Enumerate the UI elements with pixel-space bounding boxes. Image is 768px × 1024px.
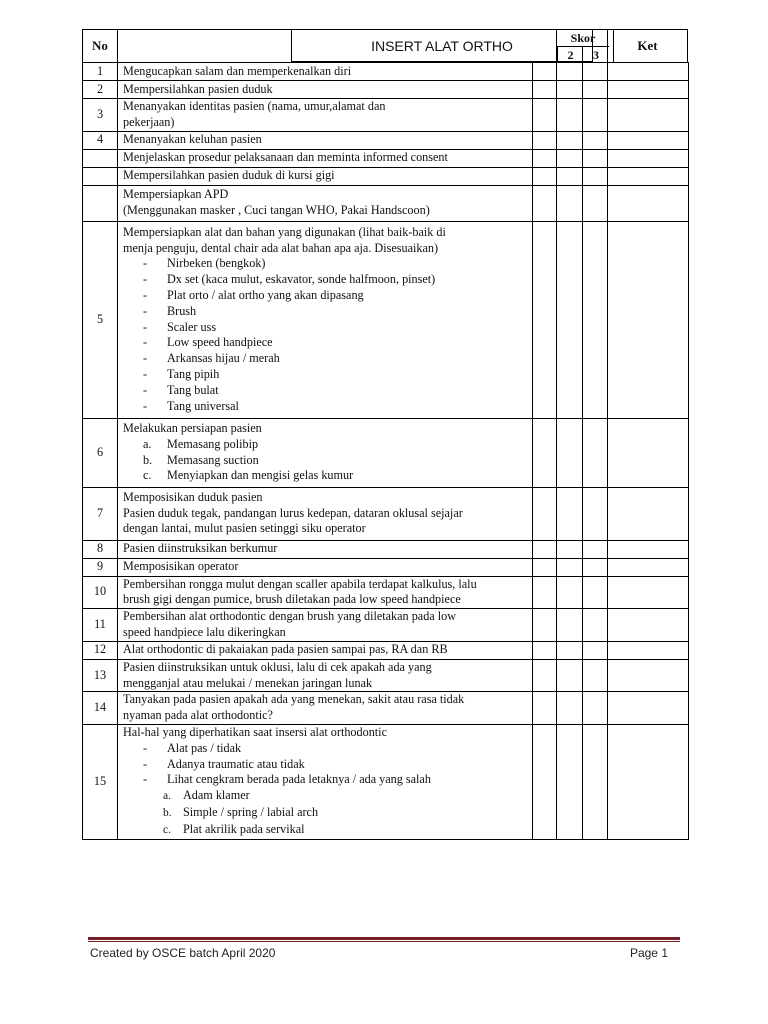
- score-cell-2: [557, 149, 583, 167]
- table-row: [83, 659, 689, 692]
- list-text: Nirbeken (bengkok): [167, 256, 266, 271]
- score-cell-2: [557, 558, 583, 576]
- description-line: Hal-hal yang diperhatikan saat insersi alat orthodontic: [123, 724, 387, 739]
- table-row: [83, 641, 689, 659]
- ket-cell: [608, 576, 689, 609]
- score-cell-3: [583, 149, 608, 167]
- score-cell-3: [583, 185, 608, 221]
- score-cell-2: [557, 185, 583, 221]
- list-text: Brush: [167, 303, 197, 318]
- list-marker: a.: [163, 790, 171, 803]
- description-line: Alat orthodontic di pakaiakan pada pasien sampai pas, RA dan RB: [123, 642, 448, 657]
- score-cell-3: [583, 692, 608, 725]
- score-cell-3: [583, 99, 608, 132]
- row-number: [83, 149, 118, 167]
- ket-cell: [608, 81, 689, 99]
- lettered-item: [123, 822, 528, 839]
- bullet-item: [123, 772, 528, 788]
- lettered-item: [123, 453, 528, 469]
- score-cell-2: [557, 418, 583, 487]
- score-cell-1: [533, 131, 557, 149]
- table-row: [83, 149, 689, 167]
- score-cell-2: [557, 724, 583, 839]
- skor-2: 2: [557, 46, 583, 63]
- row-description: [118, 167, 533, 185]
- description-line: Memposisikan duduk pasien: [123, 489, 263, 504]
- description-line: Menanyakan identitas pasien (nama, umur,alamat dan: [123, 99, 386, 113]
- score-cell-2: [557, 167, 583, 185]
- ket-cell: [608, 167, 689, 185]
- bullet-item: [123, 399, 528, 415]
- skor-3: 3: [582, 46, 609, 63]
- score-cell-2: [557, 609, 583, 642]
- description-line: Menanyakan keluhan pasien: [123, 132, 262, 147]
- score-cell-1: [533, 99, 557, 132]
- table-row: [83, 131, 689, 149]
- dash-marker: -: [143, 740, 148, 755]
- ket-cell: [608, 692, 689, 725]
- row-description: [118, 81, 533, 99]
- description-line: mengganjal atau melukai / menekan jaringan lunak: [123, 675, 373, 690]
- table-row: [83, 185, 689, 221]
- footer-rule-thin: [88, 941, 680, 942]
- header-ket: Ket: [607, 29, 688, 63]
- row-number: 6: [83, 418, 118, 487]
- ket-cell: [608, 131, 689, 149]
- score-cell-3: [583, 576, 608, 609]
- row-number: 10: [83, 576, 118, 609]
- ket-cell: [608, 99, 689, 132]
- table-row: [83, 576, 689, 609]
- dash-marker: -: [143, 272, 148, 287]
- list-marker: b.: [163, 806, 172, 819]
- list-marker: c.: [143, 468, 152, 483]
- table-row: [83, 167, 689, 185]
- score-cell-2: [557, 221, 583, 418]
- ket-cell: [608, 558, 689, 576]
- row-description: [118, 576, 533, 609]
- lettered-item: [123, 437, 528, 453]
- description-line: Pasien diinstruksikan berkumur: [123, 541, 278, 556]
- score-cell-2: [557, 99, 583, 132]
- dash-marker: -: [143, 303, 148, 318]
- table-row: [83, 558, 689, 576]
- ket-cell: [608, 149, 689, 167]
- score-cell-2: [557, 692, 583, 725]
- row-number: 8: [83, 540, 118, 558]
- table-row: [83, 418, 689, 487]
- ket-cell: [608, 641, 689, 659]
- skor-label: Skor: [570, 31, 596, 45]
- score-cell-1: [533, 609, 557, 642]
- bullet-item: [123, 320, 528, 336]
- row-number: [83, 185, 118, 221]
- description-line: Mengucapkan salam dan memperkenalkan diri: [123, 63, 352, 78]
- description-line: Mempersilahkan pasien duduk: [123, 81, 273, 96]
- list-text: Tang pipih: [167, 366, 220, 381]
- row-description: [118, 63, 533, 81]
- table-row: [83, 99, 689, 132]
- list-marker: a.: [143, 436, 152, 451]
- list-text: Plat orto / alat ortho yang akan dipasang: [167, 288, 364, 302]
- footer-credit: Created by OSCE batch April 2020: [90, 946, 276, 960]
- table-row: [83, 63, 689, 81]
- score-cell-1: [533, 692, 557, 725]
- description-line: Pasien diinstruksikan untuk oklusi, lalu di cek apakah ada yang: [123, 659, 432, 674]
- score-cell-3: [583, 558, 608, 576]
- description-line: Mempersilahkan pasien duduk di kursi gigi: [123, 168, 335, 183]
- list-marker: b.: [143, 452, 153, 467]
- lettered-item: [123, 468, 528, 484]
- table-row: [83, 692, 689, 725]
- description-line: Tanyakan pada pasien apakah ada yang menekan, sakit atau rasa tidak: [123, 692, 465, 707]
- bullet-item: [123, 288, 528, 304]
- score-cell-3: [583, 221, 608, 418]
- bullet-item: [123, 383, 528, 399]
- score-cell-3: [583, 540, 608, 558]
- header-skor: [556, 29, 608, 63]
- description-line: speed handpiece lalu dikeringkan: [123, 624, 286, 639]
- score-cell-1: [533, 659, 557, 692]
- row-number: 13: [83, 659, 118, 692]
- row-description: [118, 558, 533, 576]
- description-line: brush gigi dengan pumice, brush diletakan pada low speed handpiece: [123, 592, 461, 607]
- row-number: 1: [83, 63, 118, 81]
- row-description: [118, 131, 533, 149]
- score-cell-3: [583, 418, 608, 487]
- score-cell-2: [557, 63, 583, 81]
- ket-cell: [608, 418, 689, 487]
- score-cell-1: [533, 81, 557, 99]
- row-number: 12: [83, 641, 118, 659]
- description-line: Menjelaskan prosedur pelaksanaan dan meminta informed consent: [123, 150, 448, 165]
- row-number: 7: [83, 487, 118, 540]
- list-text: Scaler uss: [167, 319, 217, 334]
- list-text: Plat akrilik pada servikal: [183, 821, 305, 836]
- row-number: 4: [83, 131, 118, 149]
- list-text: Memasang polibip: [167, 436, 259, 451]
- list-text: Simple / spring / labial arch: [183, 804, 319, 819]
- table-header: [82, 29, 688, 63]
- list-text: Lihat cengkram berada pada letaknya / ada yang salah: [167, 772, 431, 787]
- score-cell-2: [557, 659, 583, 692]
- footer-rule-thick: [88, 937, 680, 940]
- table-row: [83, 724, 689, 839]
- list-text: Memasang suction: [167, 452, 259, 467]
- description-line: Pasien duduk tegak, pandangan lurus kedepan, dataran oklusal sejajar: [123, 505, 463, 520]
- score-cell-2: [557, 131, 583, 149]
- table-row: [83, 540, 689, 558]
- score-cell-1: [533, 418, 557, 487]
- score-cell-1: [533, 576, 557, 609]
- list-text: Low speed handpiece: [167, 335, 273, 350]
- score-cell-2: [557, 641, 583, 659]
- header-description: [117, 29, 614, 63]
- bullet-item: [123, 335, 528, 351]
- score-cell-1: [533, 540, 557, 558]
- description-line: Pembersihan rongga mulut dengan scaller apabila terdapat kalkulus, lalu: [123, 576, 477, 591]
- list-text: Arkansas hijau / merah: [167, 351, 280, 366]
- score-cell-2: [557, 540, 583, 558]
- ket-cell: [608, 63, 689, 81]
- lettered-item: [123, 805, 528, 822]
- description-line: Pembersihan alat orthodontic dengan brush yang diletakan pada low: [123, 609, 457, 624]
- score-cell-3: [583, 641, 608, 659]
- dash-marker: -: [143, 351, 148, 366]
- description-line: pekerjaan): [123, 114, 175, 129]
- dash-marker: -: [143, 756, 148, 771]
- ket-cell: [608, 659, 689, 692]
- list-text: Dx set (kaca mulut, eskavator, sonde halfmoon, pinset): [167, 272, 436, 287]
- score-cell-1: [533, 641, 557, 659]
- row-description: [118, 609, 533, 642]
- ket-cell: [608, 724, 689, 839]
- row-number: 9: [83, 558, 118, 576]
- bullet-item: [123, 741, 528, 757]
- score-cell-2: [557, 81, 583, 99]
- score-cell-1: [533, 149, 557, 167]
- ket-cell: [608, 185, 689, 221]
- row-number: 15: [83, 724, 118, 839]
- ket-cell: [608, 540, 689, 558]
- row-description: [118, 659, 533, 692]
- score-cell-2: [557, 576, 583, 609]
- description-line: Melakukan persiapan pasien: [123, 421, 262, 435]
- bullet-item: [123, 757, 528, 773]
- table-row: [83, 609, 689, 642]
- page-number: Page 1: [629, 946, 668, 960]
- list-marker: c.: [163, 823, 171, 836]
- row-number: 2: [83, 81, 118, 99]
- row-description: [118, 149, 533, 167]
- list-text: Menyiapkan dan mengisi gelas kumur: [167, 468, 354, 483]
- score-cell-3: [583, 63, 608, 81]
- row-description: [118, 185, 533, 221]
- list-text: Tang bulat: [167, 382, 219, 397]
- score-cell-3: [583, 167, 608, 185]
- row-description: [118, 641, 533, 659]
- checklist-table: [82, 62, 689, 840]
- row-description: [118, 221, 533, 418]
- ket-cell: [608, 221, 689, 418]
- dash-marker: -: [143, 335, 148, 350]
- description-line: (Menggunakan masker , Cuci tangan WHO, Pakai Handscoon): [123, 203, 430, 218]
- bullet-item: [123, 304, 528, 320]
- score-cell-3: [583, 609, 608, 642]
- score-cell-3: [583, 81, 608, 99]
- table-row: [83, 221, 689, 418]
- bullet-item: [123, 351, 528, 367]
- dash-marker: -: [143, 772, 148, 787]
- score-cell-1: [533, 487, 557, 540]
- row-description: [118, 724, 533, 839]
- score-cell-1: [533, 221, 557, 418]
- score-cell-1: [533, 724, 557, 839]
- row-description: [118, 692, 533, 725]
- table-row: [83, 81, 689, 99]
- row-description: [118, 487, 533, 540]
- row-number: 11: [83, 609, 118, 642]
- score-cell-3: [583, 131, 608, 149]
- bullet-item: [123, 256, 528, 272]
- score-cell-2: [557, 487, 583, 540]
- dash-marker: -: [143, 366, 148, 381]
- table-row: [83, 487, 689, 540]
- ket-cell: [608, 487, 689, 540]
- list-text: Alat pas / tidak: [167, 740, 242, 755]
- score-cell-3: [583, 659, 608, 692]
- description-line: Mempersiapkan alat dan bahan yang digunakan (lihat baik-baik di: [123, 224, 446, 239]
- lettered-item: [123, 788, 528, 805]
- description-line: Memposisikan operator: [123, 559, 239, 574]
- list-text: Adanya traumatic atau tidak: [167, 756, 305, 771]
- row-description: [118, 540, 533, 558]
- description-line: menja penguju, dental chair ada alat bahan apa aja. Disesuaikan): [123, 240, 439, 255]
- score-cell-3: [583, 487, 608, 540]
- score-cell-1: [533, 558, 557, 576]
- list-text: Tang universal: [167, 398, 239, 413]
- score-cell-1: [533, 185, 557, 221]
- dash-marker: -: [143, 319, 148, 334]
- dash-marker: -: [143, 256, 148, 271]
- dash-marker: -: [143, 382, 148, 397]
- score-cell-3: [583, 724, 608, 839]
- score-cell-1: [533, 167, 557, 185]
- row-description: [118, 418, 533, 487]
- header-no: No: [82, 29, 118, 63]
- bullet-item: [123, 367, 528, 383]
- bullet-item: [123, 272, 528, 288]
- dash-marker: -: [143, 398, 148, 413]
- row-description: [118, 99, 533, 132]
- ket-cell: [608, 609, 689, 642]
- description-line: nyaman pada alat orthodontic?: [123, 708, 273, 723]
- dash-marker: -: [143, 288, 148, 302]
- row-number: 14: [83, 692, 118, 725]
- score-cell-1: [533, 63, 557, 81]
- description-line: Mempersiapkan APD: [123, 187, 229, 202]
- description-line: dengan lantai, mulut pasien setinggi siku operator: [123, 521, 366, 536]
- form-title: INSERT ALAT ORTHO: [291, 29, 593, 62]
- list-text: Adam klamer: [183, 788, 250, 803]
- row-number: [83, 167, 118, 185]
- row-number: 3: [83, 99, 118, 132]
- row-number: 5: [83, 221, 118, 418]
